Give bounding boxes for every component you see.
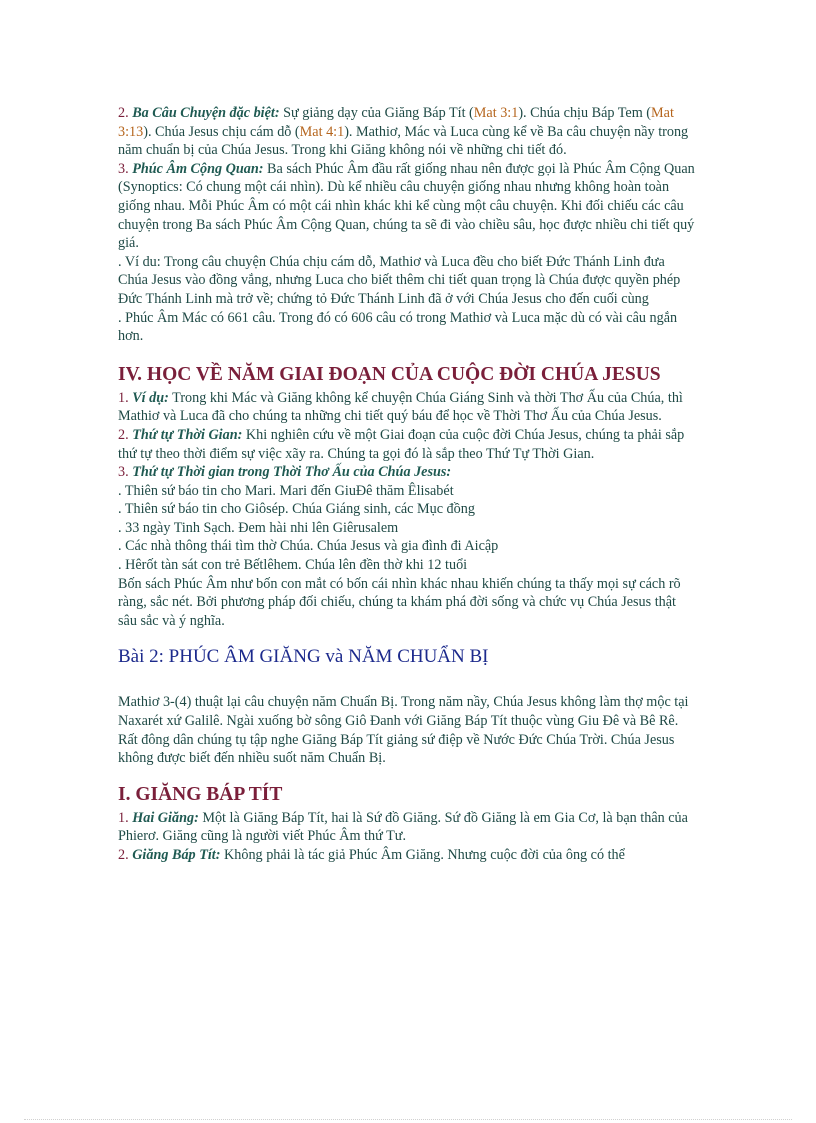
list-item: . Các nhà thông thái tìm thờ Chúa. Chúa Jesus và gia đình đi Aicập	[118, 538, 499, 555]
lesson-2-title: Bài 2: PHÚC ÂM GIĂNG và NĂM CHUẨN BỊ	[118, 646, 489, 668]
item-number: 2.	[118, 105, 129, 121]
paragraph-synoptic	[118, 160, 698, 253]
paragraph-three-stories	[118, 104, 698, 160]
text: Ba sách Phúc Âm đầu rất giống nhau nên được gọi là Phúc Âm Cộng Quan (Synoptics: Có chung một cái nhìn). Dù kể nhiều câu chuyện giống nhau nhưng không hoàn toàn giống nhau. Mỗi Phúc Âm có một cái nhìn khác khi kể cùng một câu chuyện. Khi đối chiếu các câu chuyện trong Ba sách Phúc Âm Cộng Quan, chúng ta sẽ đi vào chiều sâu, học được nhiều chi tiết quý giá.	[118, 160, 695, 252]
item-label: Ba Câu Chuyện đặc biệt:	[132, 105, 280, 121]
item-label: Thứ tự Thời Gian:	[132, 426, 243, 443]
paragraph-mark-verses: . Phúc Âm Mác có 661 câu. Trong đó có 606 câu có trong Mathiơ và Luca mặc dù có vài câu ngắn hơn.	[118, 309, 678, 345]
document-page	[118, 104, 698, 865]
list-item: . 33 ngày Tinh Sạch. Đem hài nhi lên Giêrusalem	[118, 519, 399, 536]
section-heading-i: I. GIĂNG BÁP TÍT	[118, 783, 283, 805]
list-item: . Hêrốt tàn sát con trẻ Bếtlêhem. Chúa lên đền thờ khi 12 tuổi	[118, 557, 468, 574]
text: ). Mathiơ, Mác và Luca cùng kể về Ba câu chuyện nầy trong năm chuẩn bị của Chúa Jesus. Trong khi Giăng không nói về những chi tiết đó.	[118, 123, 689, 159]
text: Khi nghiên cứu về một Giai đoạn của cuộc đời Chúa Jesus, chúng ta phải sắp thứ tự theo thời điểm sự việc xãy ra. Chúng ta gọi đó là sắp theo Thứ Tự Thời Gian.	[118, 426, 685, 462]
item-number: 3.	[118, 160, 129, 177]
item-label: Phúc Âm Cộng Quan:	[132, 160, 264, 177]
item-number: 1.	[118, 809, 129, 826]
item-label: Giăng Báp Tít:	[132, 847, 221, 863]
paragraph-chronology	[118, 426, 698, 463]
childhood-events-list	[118, 482, 698, 575]
item-label: Hai Giăng:	[132, 809, 199, 826]
scripture-ref-mat-4-1: Mat 4:1	[299, 123, 345, 140]
text: ). Chúa Jesus chịu cám dỗ (	[143, 123, 300, 140]
paragraph-example-2	[118, 389, 698, 426]
item-label: Thứ tự Thời gian trong Thời Thơ Ấu của Chúa Jesus:	[132, 464, 452, 481]
paragraph-four-gospels: Bốn sách Phúc Âm như bốn con mắt có bốn cái nhìn khác nhau khiến chúng ta thấy mọi sự cách rõ ràng, sắc nét. Bởi phương pháp đối chiếu, chúng ta khám phá đời sống và chức vụ Chúa Jesus thật sâu sắc và ý nghĩa.	[118, 575, 681, 629]
text: Trong khi Mác và Giăng không kể chuyện Chúa Giáng Sinh và thời Thơ Ấu của Chúa, thì Mathiơ và Luca đã cho chúng ta những chi tiết quý báu để học về Thời Thơ Ấu của Chúa Jesus.	[118, 389, 683, 425]
page-bottom-rule	[24, 1119, 792, 1120]
text: ). Chúa chịu Báp Tem (	[518, 105, 652, 121]
item-number: 2.	[118, 847, 129, 863]
paragraph-example: . Ví du: Trong câu chuyện Chúa chịu cám dỗ, Mathiơ và Luca đều cho biết Đức Thánh Linh đưa Chúa Jesus vào đồng vắng, nhưng Luca cho biết thêm chi tiết quan trọng là Chúa được quyền phép Đức Thánh Linh mà trở về; chứng tỏ Đức Thánh Linh đã ở với Chúa Jesus cho đến cuối cùng	[118, 253, 681, 307]
text: Sự giảng dạy của Giăng Báp Tít (	[279, 105, 474, 121]
section-heading-iv: IV. HỌC VỀ NĂM GIAI ĐOẠN CỦA CUỘC ĐỜI CHÚA JESUS	[118, 363, 661, 385]
paragraph-two-johns	[118, 809, 698, 846]
item-number: 1.	[118, 389, 129, 406]
paragraph-childhood-chronology	[118, 463, 698, 482]
scripture-ref-mat-3-1: Mat 3:1	[473, 105, 519, 121]
paragraph-john-baptist	[118, 846, 698, 865]
item-number: 3.	[118, 464, 129, 481]
list-item: . Thiên sứ báo tin cho Mari. Mari đến GiuĐê thăm Êlisabét	[118, 482, 454, 499]
paragraph-matthew-3: Mathiơ 3-(4) thuật lại câu chuyện năm Chuẩn Bị. Trong năm nầy, Chúa Jesus không làm thợ mộc tại Naxarét xứ Galilê. Ngài xuống bờ sông Giô Đanh với Giăng Báp Tít thuộc vùng Giu Đê và Bê Rê. Rất đông dân chúng tụ tập nghe Giăng Báp Tít giảng sứ điệp về Nước Đức Chúa Trời. Chúa Jesus không được biết đến nhiều suốt năm Chuẩn Bị.	[118, 694, 689, 767]
item-number: 2.	[118, 426, 129, 443]
scripture-ref-mat-3-13: Mat 3:13	[118, 105, 674, 140]
item-label: Ví dụ:	[132, 389, 169, 406]
list-item: . Thiên sứ báo tin cho Giôsép. Chúa Giáng sinh, các Mục đồng	[118, 501, 475, 518]
text: Không phải là tác giả Phúc Âm Giăng. Nhưng cuộc đời của ông có thể	[220, 847, 625, 863]
text: Một là Giăng Báp Tít, hai là Sứ đồ Giăng. Sứ đồ Giăng là em Gia Cơ, là bạn thân của Phierơ. Giăng cũng là người viết Phúc Âm thứ Tư.	[118, 809, 688, 845]
